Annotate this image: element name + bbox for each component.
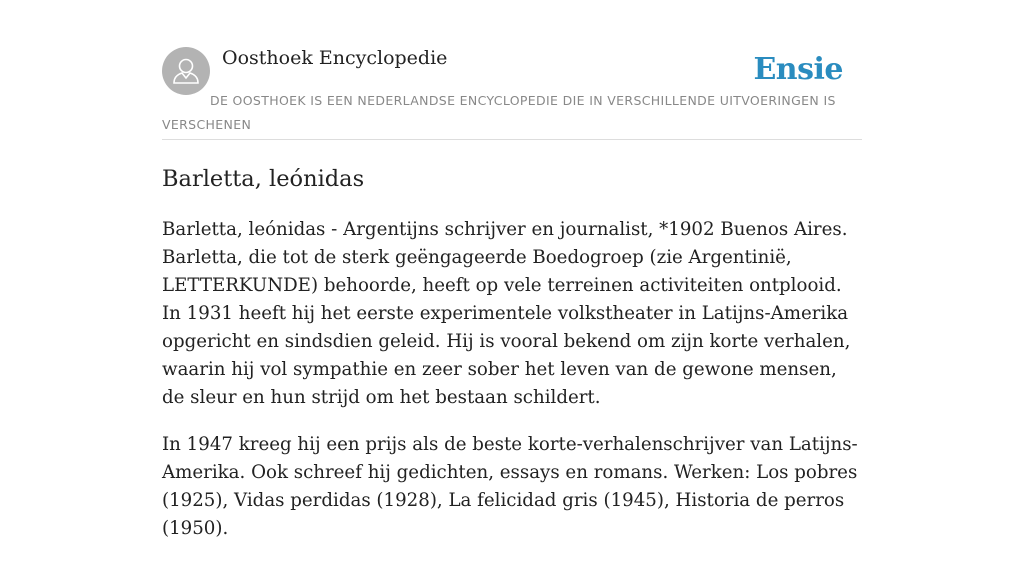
site-tagline: DE OOSTHOEK IS EEN NEDERLANDSE ENCYCLOPEDIE DIE IN VERSCHILLENDE UITVOERINGEN IS VERSCHENEN bbox=[162, 93, 836, 132]
site-title[interactable]: Oosthoek Encyclopedie bbox=[222, 47, 448, 69]
user-silhouette-icon[interactable] bbox=[162, 47, 210, 95]
article-body bbox=[162, 216, 864, 562]
ensie-logo[interactable]: Ensie bbox=[753, 52, 843, 87]
site-header bbox=[162, 0, 862, 140]
article-paragraph: In 1947 kreeg hij een prijs als de beste korte-verhalenschrijver van Latijns-Amerika. Ook schreef hij gedichten, essays en romans. Werken: Los pobres (1925), Vidas perdidas (1928), La felicidad gris (1945), Historia de perros (1950). bbox=[162, 434, 858, 539]
article-paragraph: Barletta, leónidas - Argentijns schrijver en journalist, *1902 Buenos Aires. Barletta, die tot de sterk geëngageerde Boedogroep (zie Argentinië, LETTERKUNDE) behoorde, heeft op vele terreinen activiteiten ontplooid. In 1931 heeft hij het eerste experimentele volkstheater in Latijns-Amerika opgericht en sindsdien geleid. Hij is vooral bekend om zijn korte verhalen, waarin hij vol sympathie en zeer sober het leven van de gewone mensen, de sleur en hun strijd om het bestaan schildert. bbox=[162, 219, 851, 408]
article-title: Barletta, leónidas bbox=[162, 166, 365, 192]
page bbox=[162, 0, 862, 539]
